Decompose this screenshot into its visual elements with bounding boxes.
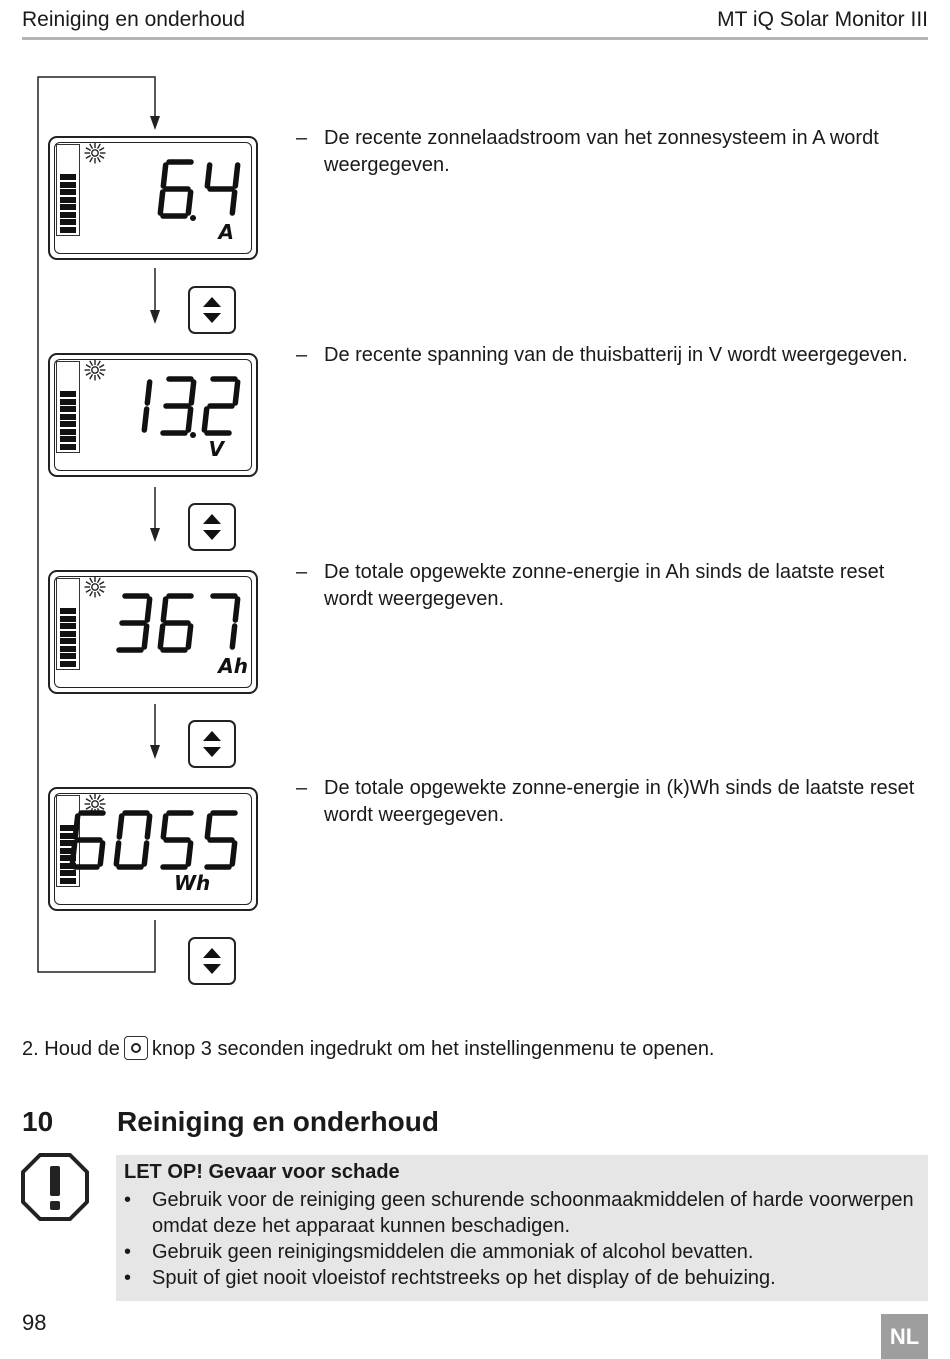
step-text-after: knop 3 seconden ingedrukt om het instellingenmenu te openen.	[151, 1038, 715, 1060]
battery-bar-icon	[56, 361, 80, 453]
lcd-display-current	[48, 136, 258, 260]
section-title: Reiniging en onderhoud	[117, 1106, 439, 1137]
list-item: • Gebruik geen reinigingsmiddelen die ammoniak of alcohol bevatten.	[116, 1239, 916, 1265]
battery-bar-icon	[56, 578, 80, 670]
step-number: 2.	[22, 1038, 39, 1060]
unit-label: Ah	[218, 654, 248, 678]
description-text: De recente zonnelaadstroom van het zonnesysteem in A wordt weergegeven.	[324, 127, 879, 176]
up-down-button[interactable]	[188, 503, 236, 551]
running-header-section: Reiniging en onderhoud	[22, 8, 246, 31]
unit-label: A	[218, 220, 234, 244]
lcd-display-amp-hours	[48, 570, 258, 694]
up-down-arrows-icon	[190, 288, 234, 332]
display-cycle-diagram	[0, 0, 300, 1000]
lcd-value	[112, 584, 248, 658]
battery-bar-icon	[56, 144, 80, 236]
list-dash: –	[296, 344, 308, 366]
page-number: 98	[22, 1310, 47, 1335]
notice-box	[116, 1155, 928, 1301]
list-item: • Gebruik voor de reiniging geen schurende schoonmaakmiddelen of harde voorwerpen omdat deze het apparaat kunnen beschadigen.	[116, 1187, 916, 1239]
sun-icon	[82, 574, 108, 600]
up-down-button[interactable]	[188, 286, 236, 334]
list-dash: –	[296, 561, 308, 583]
sun-icon	[82, 357, 108, 383]
list-dash: –	[296, 777, 308, 799]
running-header-product: MT iQ Solar Monitor III	[717, 8, 928, 31]
unit-label: V	[208, 437, 224, 461]
language-tab: NL	[881, 1314, 928, 1359]
list-dash: –	[296, 127, 308, 149]
description-text: De totale opgewekte zonne-energie in Ah sinds de laatste reset wordt weergegeven.	[324, 561, 885, 610]
up-down-button[interactable]	[188, 937, 236, 985]
list-item: • Spuit of giet nooit vloeistof rechtstreeks op het display of de behuizing.	[116, 1265, 916, 1291]
description-text: De recente spanning van de thuisbatterij in V wordt weergegeven.	[324, 344, 908, 366]
lcd-value	[68, 801, 248, 875]
warning-icon	[20, 1152, 90, 1222]
instruction-step-2	[22, 1035, 715, 1063]
lcd-display-voltage	[48, 353, 258, 477]
unit-label: Wh	[174, 871, 211, 895]
lcd-display-watt-hours	[48, 787, 258, 911]
step-text-before: Houd de	[44, 1038, 120, 1060]
notice-title: LET OP! Gevaar voor schade	[124, 1161, 400, 1183]
up-down-arrows-icon	[190, 505, 234, 549]
lcd-value	[112, 367, 248, 441]
notice-list	[116, 1187, 916, 1291]
sun-icon	[82, 140, 108, 166]
description-text: De totale opgewekte zonne-energie in (k)Wh sinds de laatste reset wordt weergegeven.	[324, 777, 915, 826]
up-down-arrows-icon	[190, 939, 234, 983]
section-number: 10	[22, 1106, 54, 1137]
lcd-value	[156, 150, 248, 224]
up-down-arrows-icon	[190, 722, 234, 766]
set-key-icon	[124, 1036, 148, 1060]
up-down-button[interactable]	[188, 720, 236, 768]
